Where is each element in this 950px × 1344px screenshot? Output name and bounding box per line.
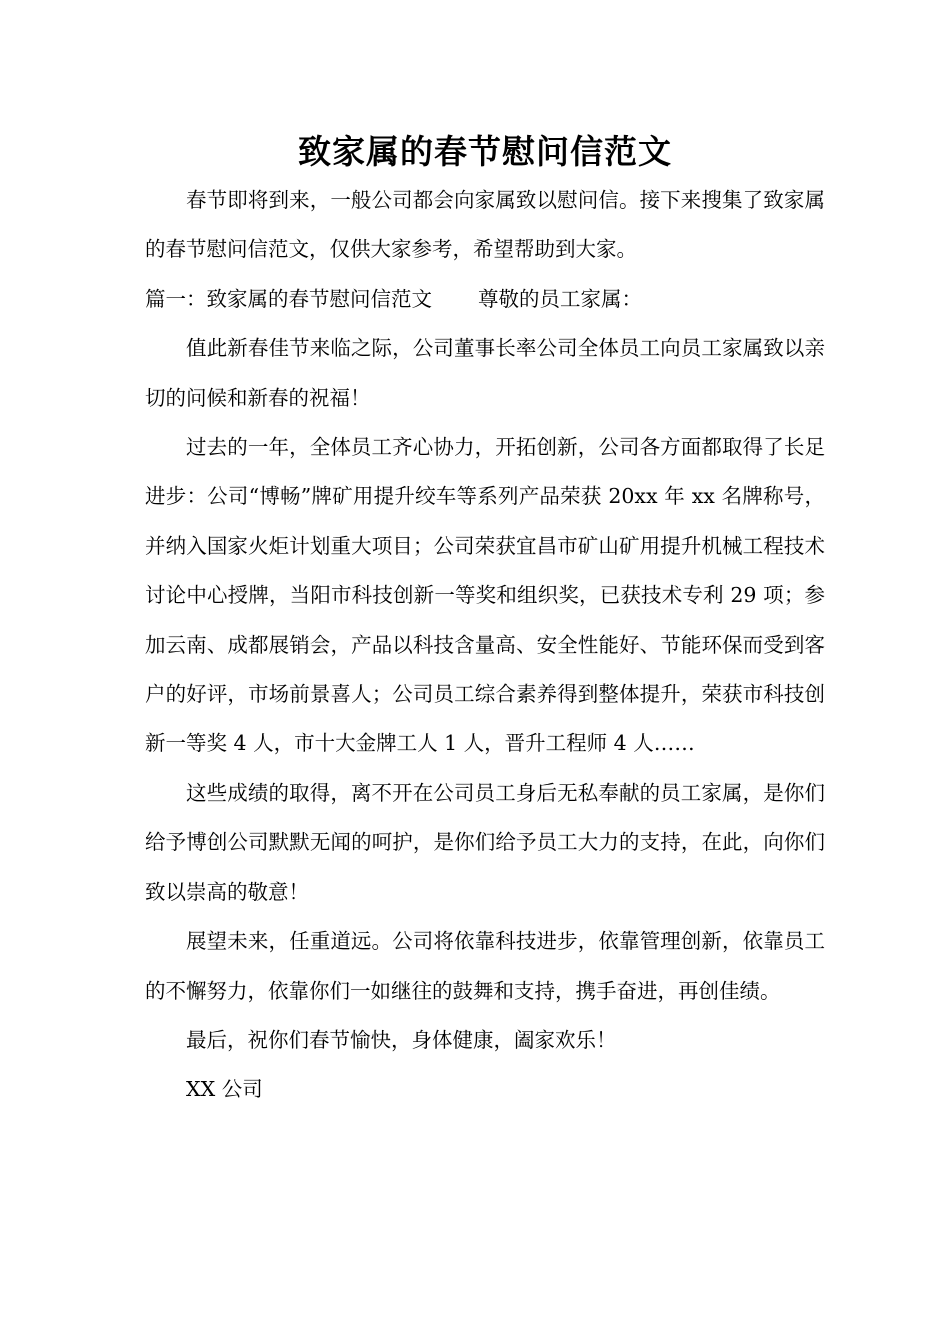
document-title: 致家属的春节慰问信范文	[298, 132, 672, 171]
signature: XX 公司	[186, 1077, 263, 1102]
salutation: 尊敬的员工家属：	[478, 286, 642, 311]
document-page	[145, 128, 825, 1115]
paragraph-wishes: 最后，祝你们春节愉快，身体健康，阖家欢乐！	[186, 1027, 617, 1052]
intro-paragraph: 春节即将到来，一般公司都会向家属致以慰问信。接下来搜集了致家属的春节慰问信范文，仅供大家参考，希望帮助到大家。	[145, 188, 825, 262]
section-heading: 篇一：致家属的春节慰问信范文	[145, 286, 432, 311]
paragraph-achievements: 过去的一年，全体员工齐心协力，开拓创新，公司各方面都取得了长足进步：公司“博畅”牌矿用提升绞车等系列产品荣获 20xx 年 xx 名牌称号，并纳入国家火炬计划重大项目；公司荣获宜昌市矿山矿用提升机械工程技术讨论中心授牌，当阳市科技创新一等奖和组织奖，已获技术专利 29 项；参加云南、成都展销会，产品以科技含量高、安全性能好、节能环保而受到客户的好评，市场前景喜人；公司员工综合素养得到整体提升，荣获市科技创新一等奖 4 人，市十大金牌工人 1 人，晋升工程师 4 人……	[145, 435, 825, 756]
paragraph-outlook: 展望未来，任重道远。公司将依靠科技进步，依靠管理创新，依靠员工的不懈努力，依靠你们一如继往的鼓舞和支持，携手奋进，再创佳绩。	[145, 929, 825, 1003]
paragraph-greeting: 值此新春佳节来临之际，公司董事长率公司全体员工向员工家属致以亲切的问候和新春的祝福！	[145, 336, 825, 410]
paragraph-thanks: 这些成绩的取得，离不开在公司员工身后无私奉献的员工家属，是你们给予博创公司默默无闻的呵护，是你们给予员工大力的支持，在此，向你们致以崇高的敬意！	[145, 780, 825, 904]
section-heading-line	[145, 275, 825, 324]
